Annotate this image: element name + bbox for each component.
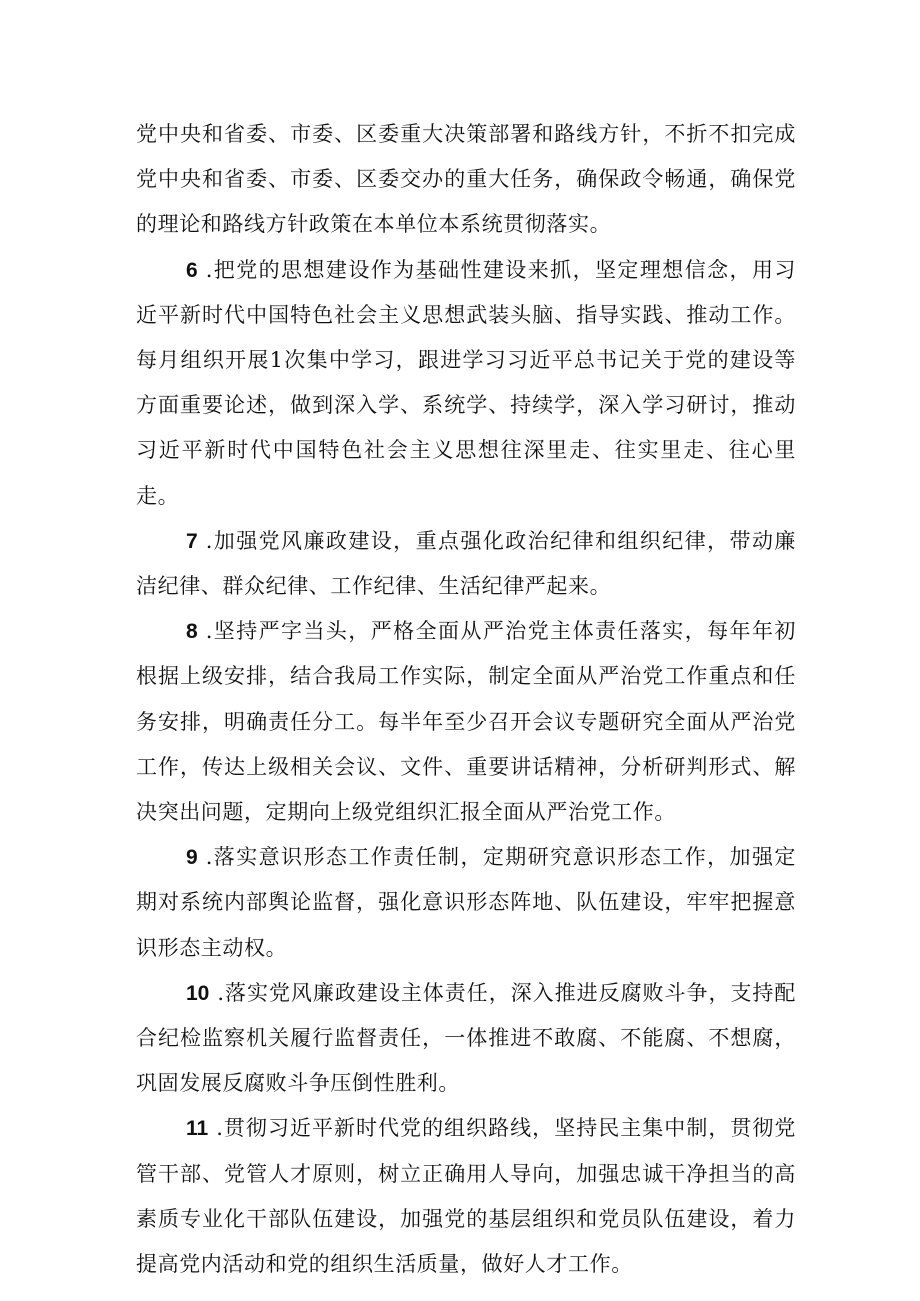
paragraph-continued [136,112,796,248]
item-number: 6 [186,258,198,282]
paragraph-item-10 [136,971,796,1107]
paragraph-text: .把党的思想建设作为基础性建设来抓，坚定理想信念，用习近平新时代中国特色社会主义思想武装头脑、指导实践、推动工作。每月组织开展1次集中学习，跟进学习习近平总书记关于党的建设等方面重要论述，做到深入学、系统学、持续学，深入学习研讨，推动习近平新时代中国特色社会主义思想往深里走、往实里走、往心里走。 [136,257,796,508]
paragraph-text: .落实意识形态工作责任制，定期研究意识形态工作，加强定期对系统内部舆论监督，强化意识形态阵地、队伍建设，牢牢把握意识形态主动权。 [136,845,796,960]
item-number: 8 [186,620,198,644]
paragraph-text: .加强党风廉政建设，重点强化政治纪律和组织纪律，带动廉洁纪律、群众纪律、工作纪律、生活纪律严起来。 [136,528,796,599]
item-number: 7 [186,529,198,553]
paragraph-text: .坚持严字当头，严格全面从严治党主体责任落实，每年年初根据上级安排，结合我局工作实际，制定全面从严治党工作重点和任务安排，明确责任分工。每半年至少召开会议专题研究全面从严治党工作，传达上级相关会议、文件、重要讲话精神，分析研判形式、解决突出问题，定期向上级党组织汇报全面从严治党工作。 [136,619,796,825]
paragraph-text: 党中央和省委、市委、区委重大决策部署和路线方针，不折不扣完成党中央和省委、市委、区委交办的重大任务，确保政令畅通，确保党的理论和路线方针政策在本单位本系统贯彻落实。 [136,122,796,237]
paragraph-item-11 [136,1106,796,1287]
paragraph-text: .贯彻习近平新时代党的组织路线，坚持民主集中制，贯彻党管干部、党管人才原则，树立正确用人导向，加强忠诚干净担当的高素质专业化干部队伍建设，加强党的基层组织和党员队伍建设，着力提高党内活动和党的组织生活质量，做好人才工作。 [136,1116,796,1277]
paragraph-text: .落实党风廉政建设主体责任，深入推进反腐败斗争，支持配合纪检监察机关履行监督责任，一体推进不敢腐、不能腐、不想腐，巩固发展反腐败斗争压倒性胜利。 [136,980,796,1096]
item-number: 10 [186,981,210,1005]
paragraph-item-8 [136,609,796,835]
paragraph-item-6 [136,248,796,519]
paragraph-item-7 [136,519,796,609]
item-number: 9 [186,846,198,870]
item-number: 11 [186,1117,209,1141]
document-body [136,112,796,1287]
paragraph-item-9 [136,835,796,971]
